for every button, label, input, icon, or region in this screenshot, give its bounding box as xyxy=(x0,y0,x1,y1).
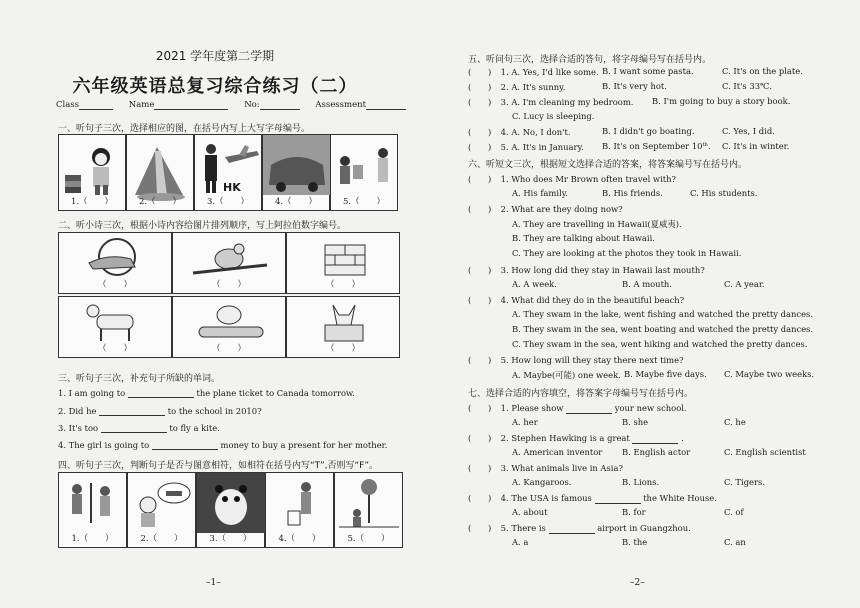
answer-paren-7-5[interactable]: ( ) xyxy=(468,523,492,533)
section-6-heading: 六、听短文三次，根据短文选择合适的答案，将答案编号写在括号内。 xyxy=(468,160,748,170)
hk-label: HK xyxy=(223,181,241,194)
choice-q4-blank[interactable] xyxy=(595,495,641,504)
choice-q4-b: B. for xyxy=(622,507,646,517)
name-field[interactable] xyxy=(154,101,228,110)
listen-q2-c: C. It's 33℃. xyxy=(722,81,773,91)
listen-q1-a: 1. A. Yes, I'd like some. xyxy=(500,67,599,77)
choice-q3 xyxy=(468,462,623,474)
choice-q3-a: A. Kangaroos. xyxy=(512,477,572,487)
choice-q1-blank[interactable] xyxy=(566,405,612,414)
picture-4-caption: 4.（ ） xyxy=(274,197,318,207)
fill-item-1 xyxy=(58,388,355,398)
listen-q3 xyxy=(468,96,633,108)
answer-paren-6-1[interactable]: ( ) xyxy=(468,174,492,184)
fill-item-2 xyxy=(58,406,262,416)
listen-q5-a: 5. A. It's in January. xyxy=(500,142,584,152)
passage-q5-a: A. Maybe(可能) one week. xyxy=(512,370,621,380)
judge-picture-5 xyxy=(334,472,403,548)
choice-q4-a: A. about xyxy=(512,507,548,517)
picture-3-caption: 3.（ ） xyxy=(206,197,250,207)
listen-q5 xyxy=(468,141,584,153)
picture-1-caption: 1.（ ） xyxy=(70,197,114,207)
choice-q2-start: 2. Stephen Hawking is a great xyxy=(500,433,630,443)
choice-q1-b: B. she xyxy=(622,417,649,427)
listen-q4 xyxy=(468,126,571,138)
term-title: 2021 学年度第二学期 xyxy=(155,49,275,63)
poem-picture-1-caption: （ ） xyxy=(97,280,132,290)
picture-5 xyxy=(330,134,398,211)
fill-item-3-end: to fly a kite. xyxy=(169,423,220,433)
passage-q3-b: B. A mouth. xyxy=(622,279,672,289)
choice-q1-start: 1. Please show xyxy=(500,403,564,413)
section-7-heading: 七、选择合适的内容填空，将答案字母编号写在括号内。 xyxy=(468,389,694,399)
choice-q4-c: C. of xyxy=(724,507,744,517)
passage-q4 xyxy=(468,294,684,306)
listen-q1-c: C. It's on the plate. xyxy=(722,66,803,76)
no-label: No: xyxy=(244,100,260,110)
choice-q5-c: C. an xyxy=(724,537,746,547)
judge-picture-3 xyxy=(196,472,265,548)
name-label: Name xyxy=(128,100,155,110)
choice-q3-text: 3. What animals live in Asia? xyxy=(500,463,623,473)
answer-paren-5-1[interactable]: ( ) xyxy=(468,67,492,77)
passage-q4-text: 4. What did they do in the beautiful beach? xyxy=(500,295,685,305)
passage-q3-a: A. A week. xyxy=(512,279,557,289)
fill-item-1-end: the plane ticket to Canada tomorrow. xyxy=(196,388,355,398)
choice-q2-b: B. English actor xyxy=(622,447,691,457)
listen-q2 xyxy=(468,81,565,93)
choice-q4 xyxy=(468,492,717,504)
passage-q1 xyxy=(468,173,676,185)
listen-q1 xyxy=(468,66,599,78)
answer-paren-6-5[interactable]: ( ) xyxy=(468,355,492,365)
section-1-pictures xyxy=(58,134,398,211)
listen-q5-c: C. It's in winter. xyxy=(722,141,790,151)
picture-4 xyxy=(262,134,330,211)
passage-q4-c: C. They swam in the sea, went hiking and watched the pretty dances. xyxy=(512,339,808,349)
passage-q1-b: B. His friends. xyxy=(602,188,663,198)
poem-picture-3-caption: （ ） xyxy=(325,280,360,290)
picture-5-caption: 5.（ ） xyxy=(342,197,386,207)
passage-q2-b: B. They are talking about Hawaii. xyxy=(512,233,655,243)
judge-picture-1-caption: 1.（ ） xyxy=(71,534,114,544)
fill-item-3 xyxy=(58,423,220,433)
listen-q4-c: C. Yes, I did. xyxy=(722,126,775,136)
choice-q3-c: C. Tigers. xyxy=(724,477,765,487)
poem-picture-1 xyxy=(58,232,172,294)
listen-q5-b: B. It's on September 10ᵗʰ. xyxy=(602,141,711,151)
picture-2-caption: 2.（ ） xyxy=(138,197,182,207)
fill-item-2-start: 2. Did he xyxy=(58,406,97,416)
passage-q1-c: C. His students. xyxy=(690,188,758,198)
answer-paren-7-2[interactable]: ( ) xyxy=(468,433,492,443)
judge-picture-5-caption: 5.（ ） xyxy=(347,534,390,544)
fill-item-1-start: 1. I am going to xyxy=(58,388,126,398)
answer-paren-5-5[interactable]: ( ) xyxy=(468,142,492,152)
picture-1 xyxy=(58,134,126,211)
listen-q1-b: B. I want some pasta. xyxy=(602,66,694,76)
assessment-label: Assessment xyxy=(315,100,366,110)
fill-item-4 xyxy=(58,440,387,450)
passage-q2 xyxy=(468,203,623,215)
judge-picture-4-caption: 4.（ ） xyxy=(278,534,321,544)
page-right xyxy=(430,0,860,608)
poem-picture-5 xyxy=(172,296,286,358)
answer-paren-7-3[interactable]: ( ) xyxy=(468,463,492,473)
passage-q5-text: 5. How long will they stay there next time? xyxy=(500,355,684,365)
section-5-heading: 五、听问句三次，选择合适的答句，将字母编号写在括号内。 xyxy=(468,55,712,65)
fill-item-4-start: 4. The girl is going to xyxy=(58,440,150,450)
passage-q3-text: 3. How long did they stay in Hawaii last mouth? xyxy=(500,265,705,275)
student-info xyxy=(56,100,406,110)
section-2-row-1 xyxy=(58,232,400,294)
choice-q1-c: C. he xyxy=(724,417,746,427)
answer-paren-7-1[interactable]: ( ) xyxy=(468,403,492,413)
answer-paren-6-3[interactable]: ( ) xyxy=(468,265,492,275)
picture-2 xyxy=(126,134,194,211)
poem-picture-6-caption: （ ） xyxy=(325,344,360,354)
poem-picture-4 xyxy=(58,296,172,358)
passage-q1-text: 1. Who does Mr Brown often travel with? xyxy=(500,174,677,184)
choice-q5 xyxy=(468,522,691,534)
poem-picture-3 xyxy=(286,232,400,294)
poem-picture-6 xyxy=(286,296,400,358)
class-field[interactable] xyxy=(79,101,113,110)
choice-q5-a: A. a xyxy=(512,537,529,547)
choice-q1 xyxy=(468,402,687,414)
answer-paren-6-4[interactable]: ( ) xyxy=(468,295,492,305)
fill-item-4-end: money to buy a present for her mother. xyxy=(220,440,388,450)
fill-item-1-blank[interactable] xyxy=(128,389,194,398)
judge-picture-2 xyxy=(127,472,196,548)
judge-picture-1 xyxy=(58,472,127,548)
answer-paren-5-4[interactable]: ( ) xyxy=(468,127,492,137)
fill-item-2-blank[interactable] xyxy=(99,407,165,416)
listen-q2-b: B. It's very hot. xyxy=(602,81,667,91)
class-label: Class xyxy=(56,100,80,110)
judge-picture-2-caption: 2.（ ） xyxy=(140,534,183,544)
choice-q2-end: . xyxy=(681,433,684,443)
choice-q5-blank[interactable] xyxy=(549,525,595,534)
answer-paren-5-3[interactable]: ( ) xyxy=(468,97,492,107)
picture-3 xyxy=(194,134,262,211)
choice-q3-b: B. Lions. xyxy=(622,477,660,487)
listen-q4-a: 4. A. No, I don't. xyxy=(500,127,571,137)
fill-item-4-blank[interactable] xyxy=(152,441,218,450)
choice-q1-a: A. her xyxy=(512,417,538,427)
choice-q4-end: the White House. xyxy=(643,493,717,503)
judge-picture-4 xyxy=(265,472,334,548)
listen-q2-a: 2. A. It's sunny. xyxy=(500,82,566,92)
no-field[interactable] xyxy=(260,101,300,110)
answer-paren-6-2[interactable]: ( ) xyxy=(468,204,492,214)
passage-q4-b: B. They swam in the sea, went boating and watched the pretty dances. xyxy=(512,324,814,334)
passage-q4-a: A. They swam in the lake, went fishing and watched the pretty dances. xyxy=(512,309,814,319)
choice-q5-start: 5. There is xyxy=(500,523,546,533)
listen-q3-a: 3. A. I'm cleaning my bedroom. xyxy=(500,97,634,107)
page-number-1: –1– xyxy=(206,578,221,588)
listen-q4-b: B. I didn't go boating. xyxy=(602,126,695,136)
passage-q2-text: 2. What are they doing now? xyxy=(500,204,623,214)
passage-q5-b: B. Maybe five days. xyxy=(624,369,707,379)
choice-q2-a: A. American inventor xyxy=(512,447,603,457)
passage-q1-a: A. His family. xyxy=(512,188,568,198)
exam-title: 六年级英语总复习综合练习（二） xyxy=(72,76,358,97)
assessment-field[interactable] xyxy=(366,101,406,110)
poem-picture-5-caption: （ ） xyxy=(211,344,246,354)
passage-q3 xyxy=(468,264,705,276)
passage-q2-c: C. They are looking at the photos they took in Hawaii. xyxy=(512,248,742,258)
fill-item-2-end: to the school in 2010? xyxy=(167,406,262,416)
choice-q2-blank[interactable] xyxy=(632,435,678,444)
answer-paren-7-4[interactable]: ( ) xyxy=(468,493,492,503)
section-1-heading: 一、听句子三次，选择相应的图，在括号内写上大写字母编号。 xyxy=(58,124,311,134)
listen-q3-b: B. I'm going to buy a story book. xyxy=(652,96,791,106)
fill-item-3-blank[interactable] xyxy=(101,424,167,433)
answer-paren-5-2[interactable]: ( ) xyxy=(468,82,492,92)
choice-q2-c: C. English scientist xyxy=(724,447,806,457)
fill-item-3-start: 3. It's too xyxy=(58,423,99,433)
section-2-row-2 xyxy=(58,296,400,358)
choice-q1-end: your new school. xyxy=(614,403,687,413)
choice-q5-end: airport in Guangzhou. xyxy=(597,523,691,533)
judge-picture-3-caption: 3.（ ） xyxy=(209,534,252,544)
section-2-heading: 二、听小诗三次，根据小诗内容给图片排列顺序，写上阿拉伯数字编号。 xyxy=(58,221,347,231)
listen-q3-c: C. Lucy is sleeping. xyxy=(512,111,595,121)
choice-q4-start: 4. The USA is famous xyxy=(500,493,592,503)
poem-picture-4-caption: （ ） xyxy=(97,344,132,354)
choice-q5-b: B. the xyxy=(622,537,648,547)
passage-q2-a: A. They are travelling in Hawaii(夏威夷). xyxy=(512,219,682,229)
page-number-2: –2– xyxy=(630,578,645,588)
poem-picture-2 xyxy=(172,232,286,294)
choice-q2 xyxy=(468,432,684,444)
section-4-pictures xyxy=(58,472,403,548)
passage-q3-c: C. A year. xyxy=(724,279,765,289)
poem-picture-2-caption: （ ） xyxy=(211,280,246,290)
passage-q5 xyxy=(468,354,684,366)
section-4-heading: 四、听句子三次，判断句子是否与图意相符，如相符在括号内写“T”,否则写“F”。 xyxy=(58,461,378,471)
passage-q5-c: C. Maybe two weeks. xyxy=(724,369,815,379)
section-3-heading: 三、听句子三次，补充句子所缺的单词。 xyxy=(58,374,221,384)
